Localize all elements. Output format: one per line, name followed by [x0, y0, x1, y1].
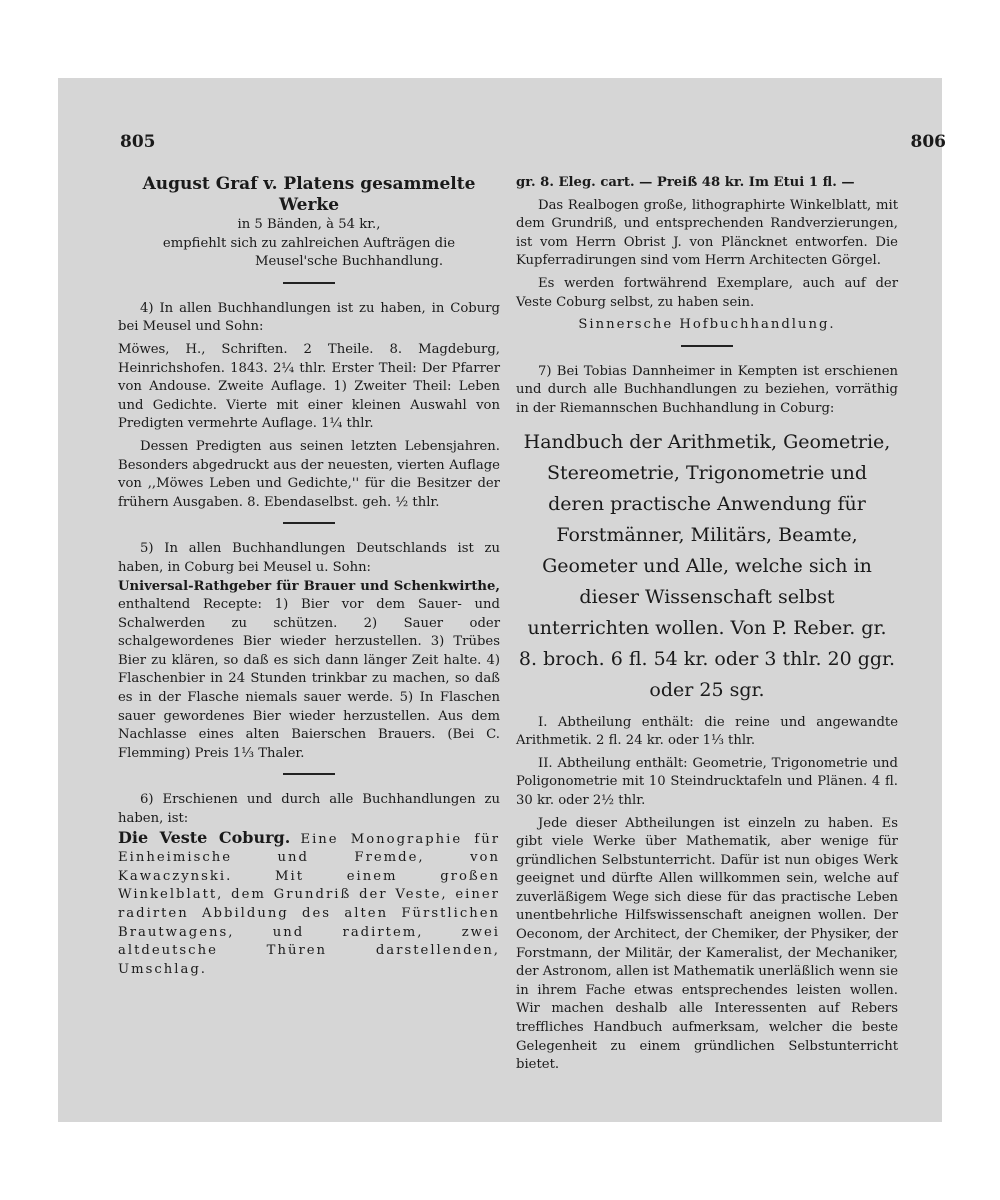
ad7-intro: 7) Bei Tobias Dannheimer in Kempten ist erschienen und durch alle Buchhandlungen zu beziehen, vorräthig in der Riemannschen Buchhandlung in Coburg:	[516, 363, 898, 416]
continuation-price: gr. 8. Eleg. cart. — Preiß 48 kr. Im Etui 1 fl. —	[516, 175, 855, 190]
right-column	[516, 174, 898, 1075]
ad7-part1: I. Abtheilung enthält: die reine und angewandte Arithmetik. 2 fl. 24 kr. oder 1⅓ thlr.	[516, 714, 898, 749]
divider	[283, 522, 335, 524]
scanned-page	[58, 78, 946, 1122]
divider	[283, 773, 335, 775]
ad5-title: Universal-Rathgeber für Brauer und Schenkwirthe,	[118, 578, 500, 594]
divider	[283, 282, 335, 284]
ad5-intro: 5) In allen Buchhandlungen Deutschlands ist zu haben, in Coburg bei Meusel u. Sohn:	[118, 541, 500, 575]
left-column	[118, 174, 500, 979]
right-para1: Das Realbogen große, lithographirte Winkelblatt, mit dem Grundriß, und entsprechenden Randverzierungen, ist vom Herrn Obrist J. von Pläncknet entworfen. Die Kupferradirungen sind vom Herrn Architecten Görgel.	[516, 197, 898, 269]
ad5-body: enthaltend Recepte: 1) Bier vor dem Sauer- und Schalwerden zu schützen. 2) Sauer oder schalgewordenes Bier wieder herzustellen. 3) Trübes Bier zu klären, so daß es sich dann länger Zeit halte. 4) Flaschenbier in 24 Stunden trinkbar zu machen, so daß es in der Flasche niemals sauer werde. 5) In Flaschen sauer gewordenes Bier wieder herzustellen. Aus dem Nachlasse eines alten Baierschen Brauers. (Bei C. Flemming) Preis 1⅓ Thaler.	[118, 597, 500, 761]
ad6-intro: 6) Erschienen und durch alle Buchhandlungen zu haben, ist:	[118, 792, 500, 827]
ad6-title: Die Veste Coburg.	[118, 827, 291, 847]
publisher-signature: Sinnersche Hofbuchhandlung.	[578, 317, 836, 333]
ad6-body: Eine Monographie für Einheimische und Fremde, von Kawaczynski. Mit einem großen Winkelblatt, dem Grundriß der Veste, einer radirten Abbildung des alten Fürstlichen Brautwagens, und radirtem, zwei altdeutsche Thüren darstellenden, Umschlag.	[118, 831, 500, 977]
ad1-line2: empfiehlt sich zu zahlreichen Aufträgen die	[162, 235, 456, 251]
ad7-body: Jede dieser Abtheilungen ist einzeln zu haben. Es gibt viele Werke über Mathematik, aber wenige für gründlichen Selbstunterricht. Dafür ist nun obiges Werk geeignet und dürfte Allen willkommen sein, welche auf zuverläßigem Wege sich diese für das practische Leben unentbehrliche Hilfswissenschaft aneignen wollen. Der Oeconom, der Architect, der Chemiker, der Physiker, der Forstmann, der Militär, der Kameralist, der Mechaniker, der Astronom, allen ist Mathematik unerläßlich wenn sie in ihrem Fache etwas entsprechendes leisten wollen. Wir machen deshalb alle Interessenten auf Rebers treffliches Handbuch aufmerksam, welcher die beste Gelegenheit zu einem gründlichen Selbstunterricht bietet.	[516, 815, 898, 1073]
page-number-left: 805	[120, 132, 156, 152]
ad1-line1: in 5 Bänden, à 54 kr.,	[237, 217, 381, 232]
ad7-part2: II. Abtheilung enthält: Geometrie, Trigonometrie und Poligonometrie mit 10 Steindrucktafeln und Plänen. 4 fl. 30 kr. oder 2½ thlr.	[516, 755, 898, 808]
page-number-right: 806	[910, 132, 946, 152]
ad4-entry2: Dessen Predigten aus seinen letzten Lebensjahren. Besonders abgedruckt aus der neuesten, vierten Auflage von ,,Möwes Leben und Gedichte,'' für die Besitzer der frühern Ausgaben. 8. Ebendaselbst. geh. ½ thlr.	[118, 438, 500, 510]
right-para2: Es werden fortwährend Exemplare, auch auf der Veste Coburg selbst, zu haben sein.	[516, 275, 898, 310]
ad1-line3: Meusel'sche Buchhandlung.	[254, 254, 444, 270]
ad4-intro: 4) In allen Buchhandlungen ist zu haben, in Coburg bei Meusel und Sohn:	[118, 300, 500, 335]
ad4-entry: Möwes, H., Schriften. 2 Theile. 8. Magdeburg, Heinrichshofen. 1843. 2¼ thlr. Erster Theil: Der Pfarrer von Andouse. Zweite Auflage. 1) Zweiter Theil: Leben und Gedichte. Vierte mit einer kleinen Auswahl von Predigten vermehrte Auflage. 1¼ thlr.	[118, 341, 500, 432]
divider	[681, 345, 733, 347]
ad7-title: Handbuch der Arithmetik, Geometrie, Stereometrie, Trigonometrie und deren practische Anwendung für Forstmänner, Militärs, Beamte, Geometer und Alle, welche sich in dieser Wissenschaft selbst unterrichten wollen. Von P. Reber. gr. 8. broch. 6 fl. 54 kr. oder 3 thlr. 20 ggr. oder 25 sgr.	[518, 430, 896, 701]
ad1-title: August Graf v. Platens gesammelte Werke	[142, 174, 476, 215]
